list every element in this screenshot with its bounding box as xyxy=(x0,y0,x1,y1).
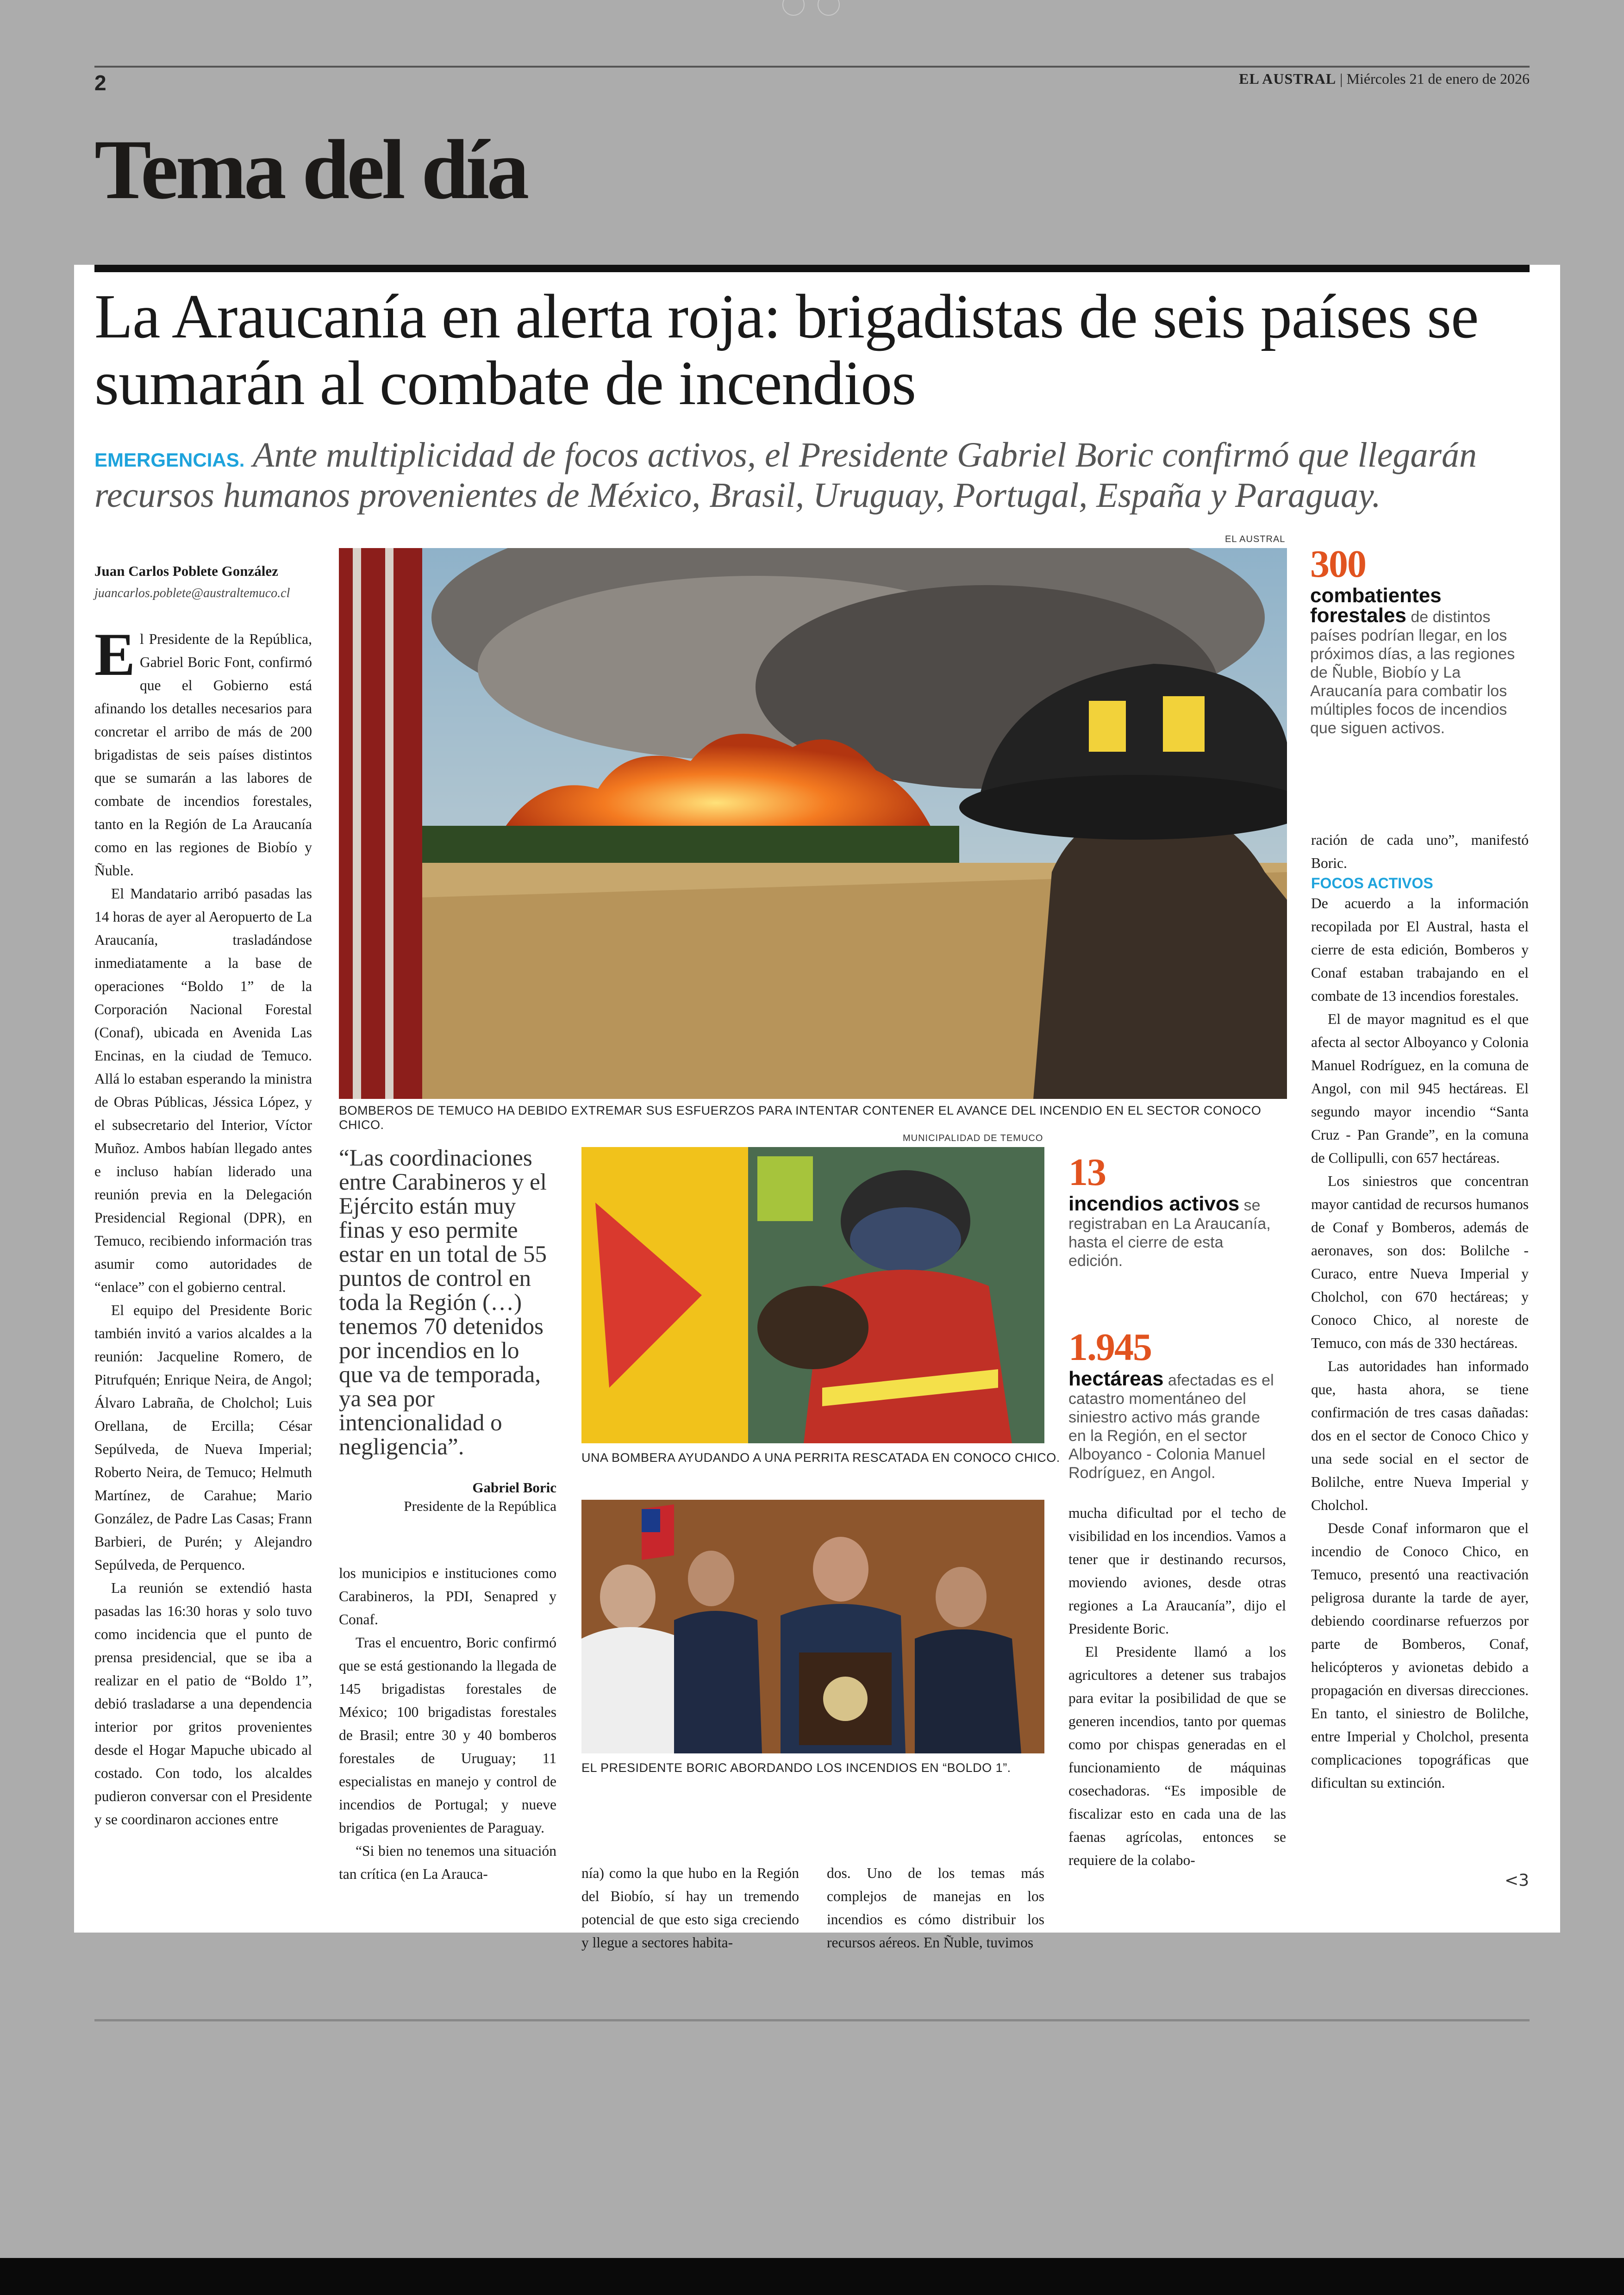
dog-photo-credit: MUNICIPALIDAD DE TEMUCO xyxy=(903,1133,1043,1143)
body-paragraph: El Presidente llamó a los agricultores a detener sus trabajos para evitar la posibilidad de que se generen incendios, tanto por quemas como por chispas generadas en el funcionamiento de máquinas cosechadoras. “Es imposible de fiscalizar esto en cada una de las faenas agrícolas, entonces se requiere de la colabo- xyxy=(1068,1644,1286,1868)
article-sheet xyxy=(74,265,1560,1951)
fact-number: 1.945 xyxy=(1068,1326,1151,1369)
body-paragraph: Desde Conaf informaron que el incendio de Conoco Chico, en Temuco, presentó una reactivación peligrosa durante la tarde de ayer, debiendo coordinarse refuerzos por parte de Bomberos, Conaf, helicópteros y avionetas debido a propagación en diversas direcciones. En tanto, el siniestro de Bolilche, entre Imperial y Cholchol, presenta complicaciones topográficas que dificultan su extinción. xyxy=(1311,1520,1529,1791)
fire-photo-graphic xyxy=(339,548,1287,1099)
body-column-1 xyxy=(94,620,312,1831)
section-title: Tema del día xyxy=(94,122,527,217)
next-page-dot[interactable] xyxy=(818,0,840,16)
article-headline: La Araucanía en alerta roja: brigadistas de seis países se sumarán al combate de incendios xyxy=(94,282,1479,418)
article-deck xyxy=(94,435,1539,515)
paper-dateline xyxy=(1239,70,1530,87)
main-photo-caption: BOMBEROS DE TEMUCO HA DEBIDO EXTREMAR SUS ESFUERZOS PARA INTENTAR CONTENER EL AVANCE DEL INCENDIO EN EL SECTOR CONOCO CHICO. xyxy=(339,1104,1262,1132)
header-rule xyxy=(94,66,1530,68)
body-column-5 xyxy=(1068,1502,1286,1872)
body-paragraph: El Mandatario arribó pasadas las 14 horas de ayer al Aeropuerto de La Araucanía, trasladándose inmediatamente a la base de operaciones “Boldo 1” de la Corporación Nacional Forestal (Conaf), ubicada en Avenida Las Encinas, en la ciudad de Temuco. Allá lo estaban esperando la ministra de Obras Públicas, Jéssica López, y el subsecretario del Interior, Víctor Muñoz. Ambos habían llegado antes e incluso habían liderado una reunión previa en la Delegación Presidencial Regional (DPR), en Temuco, recibiendo información tras asumir como autoridades de “enlace” con el gobierno central. xyxy=(94,886,312,1295)
body-paragraph: Los siniestros que concentran mayor cantidad de recursos humanos de Conaf y Bomberos, además de aeronaves, son dos: Bolilche - Curaco, entre Nueva Imperial y Cholchol, con 670 hectáreas; y Conoco Chico, al noreste de Temuco, con más de 330 hectáreas. xyxy=(1311,1173,1529,1351)
deck-text: Ante multiplicidad de focos activos, el Presidente Gabriel Boric confirmó que llegarán recursos humanos provenientes de México, Brasil, Uruguay, Portugal, España y Paraguay. xyxy=(94,436,1477,515)
subhead-focos-activos: FOCOS ACTIVOS xyxy=(1311,875,1433,892)
issue-date: Miércoles 21 de enero de 2026 xyxy=(1346,70,1530,87)
body-paragraph: El Presidente de la República, Gabriel Boric Font, confirmó que el Gobierno está afinando los detalles necesarios para concretar el arribo de más de 200 brigadistas de seis países distintos que se sumarán a las labores de combate de incendios forestales, tanto en la Región de La Araucanía como en las regiones de Biobío y Ñuble. xyxy=(94,620,312,879)
dog-rescue-photo xyxy=(581,1147,1044,1443)
main-photo-credit: EL AUSTRAL xyxy=(1225,534,1286,544)
quote-author-role: Presidente de la República xyxy=(404,1498,556,1514)
footer-rule xyxy=(94,2019,1530,2021)
author-email[interactable]: juancarlos.poblete@australtemuco.cl xyxy=(94,586,290,600)
body-paragraph: La reunión se extendió hasta pasadas las 16:30 horas y solo tuvo como incidencia que el punto de prensa presidencial, que se iba a realizar en el patio de “Boldo 1”, debió trasladarse a una dependencia interior por gritos provenientes desde el Hogar Mapuche ubicado al costado. Con todo, los alcaldes pudieron conversar con el Presidente y se coordinaron acciones entre xyxy=(94,1580,312,1827)
body-paragraph: El equipo del Presidente Boric también invitó a varios alcaldes a la reunión: Jacqueline Romero, de Pitrufquén; Enrique Neira, de Angol; Álvaro Labraña, de Cholchol; Luis Orellana, de Ercilla; César Sepúlveda, de Nueva Imperial; Roberto Neira, de Temuco; Helmuth Martínez, de Carahue; Mario González, de Padre Las Casas; Frann Barbieri, de Purén; y Alejandro Sepúlveda, de Perquenco. xyxy=(94,1302,312,1573)
body-paragraph: los municipios e instituciones como Carabineros, la PDI, Senapred y Conaf. xyxy=(339,1565,556,1628)
body-paragraph: “Si bien no tenemos una situación tan crítica (en La Arauca- xyxy=(339,1843,556,1882)
page-nav-dots[interactable] xyxy=(782,0,847,13)
body-column-2 xyxy=(339,1562,556,1886)
fact-box-1945 xyxy=(1068,1325,1281,1482)
body-column-4 xyxy=(827,1862,1044,1954)
body-paragraph: De acuerdo a la información recopilada por El Austral, hasta el cierre de esta edición, Bomberos y Conaf estaban trabajando en el combate de 13 incendios forestales. xyxy=(1311,895,1529,1004)
main-fire-photo xyxy=(339,548,1287,1099)
fact-box-300 xyxy=(1310,542,1532,737)
viewer-bottom-bar xyxy=(0,2258,1624,2295)
prev-page-dot[interactable] xyxy=(782,0,805,16)
dog-photo-graphic xyxy=(581,1147,1044,1443)
quote-author: Gabriel Boric xyxy=(472,1479,556,1496)
headline-rule xyxy=(94,265,1530,272)
dropcap: E xyxy=(94,620,136,688)
body-column-3 xyxy=(581,1862,799,1954)
end-of-article-mark: <3 xyxy=(1505,1871,1530,1890)
boric-photo-graphic xyxy=(581,1500,1044,1753)
boric-press-photo xyxy=(581,1500,1044,1753)
body-paragraph: Las autoridades han informado que, hasta ahora, se tiene confirmación de tres casas dañadas: dos en el sector de Conoco Chico y una sede social en el sector de Bolilche, entre Nueva Imperial y Cholchol. xyxy=(1311,1358,1529,1513)
body-paragraph: nía) como la que hubo en la Región del Biobío, sí hay un tremendo potencial de que esto siga creciendo y llegue a sectores habita- xyxy=(581,1865,799,1951)
page-number: 2 xyxy=(94,71,106,95)
byline: Juan Carlos Poblete González xyxy=(94,563,278,579)
body-paragraph: ración de cada uno”, manifestó Boric. xyxy=(1311,832,1529,871)
fact-text: combatientes forestales de distintos países podrían llegar, en los próximos días, a las regiones de Ñuble, Biobío y La Araucanía para combatir los múltiples focos de incendios que siguen activos. xyxy=(1310,584,1515,737)
body-paragraph: El de mayor magnitud es el que afecta al sector Alboyanco y Colonia Manuel Rodríguez, en la comuna de Angol, con mil 945 hectáreas. El segundo mayor incendio “Santa Cruz - Pan Grande”, en la comuna de Collipulli, con 657 hectáreas. xyxy=(1311,1011,1529,1166)
pull-quote: “Las coordinaciones entre Carabineros y el Ejército están muy finas y eso permite estar en un total de 55 puntos de control en toda la Región (…) tenemos 70 detenidos por incendios en lo que va de temporada, ya sea por intencionalidad o negligencia”. xyxy=(339,1145,547,1460)
boric-photo-caption: EL PRESIDENTE BORIC ABORDANDO LOS INCENDIOS EN “BOLDO 1”. xyxy=(581,1761,1011,1775)
deck-kicker: EMERGENCIAS. xyxy=(94,449,245,471)
paper-name: EL AUSTRAL xyxy=(1239,70,1337,87)
fact-number: 300 xyxy=(1310,543,1366,586)
fact-text: hectáreas afectadas es el catastro momentáneo del siniestro activo más grande en la Región, en el sector Alboyanco - Colonia Manuel Rodríguez, en Angol. xyxy=(1068,1367,1274,1482)
dog-photo-caption: UNA BOMBERA AYUDANDO A UNA PERRITA RESCATADA EN CONOCO CHICO. xyxy=(581,1451,1060,1465)
fact-box-13 xyxy=(1068,1150,1281,1270)
body-paragraph: mucha dificultad por el techo de visibilidad en los incendios. Vamos a tener que ir destinando recursos, moviendo aviones, desde otras regiones a La Araucanía”, dijo el Presidente Boric. xyxy=(1068,1505,1286,1637)
body-column-6 xyxy=(1311,829,1529,1795)
dateline-separator: | xyxy=(1340,70,1343,87)
body-paragraph: Tras el encuentro, Boric confirmó que se está gestionando la llegada de 145 brigadistas forestales de México; 100 brigadistas forestales de Brasil; entre 30 y 40 bomberos forestales de Uruguay; 11 especialistas en manejo y control de incendios de Portugal; y nueve brigadas provenientes de Paraguay. xyxy=(339,1634,556,1836)
body-paragraph: dos. Uno de los temas más complejos de manejas en los incendios es cómo distribuir los recursos aéreos. En Ñuble, tuvimos xyxy=(827,1865,1044,1951)
fact-text: incendios activos se registraban en La Araucanía, hasta el cierre de esta edición. xyxy=(1068,1192,1271,1270)
fact-number: 13 xyxy=(1068,1151,1106,1194)
